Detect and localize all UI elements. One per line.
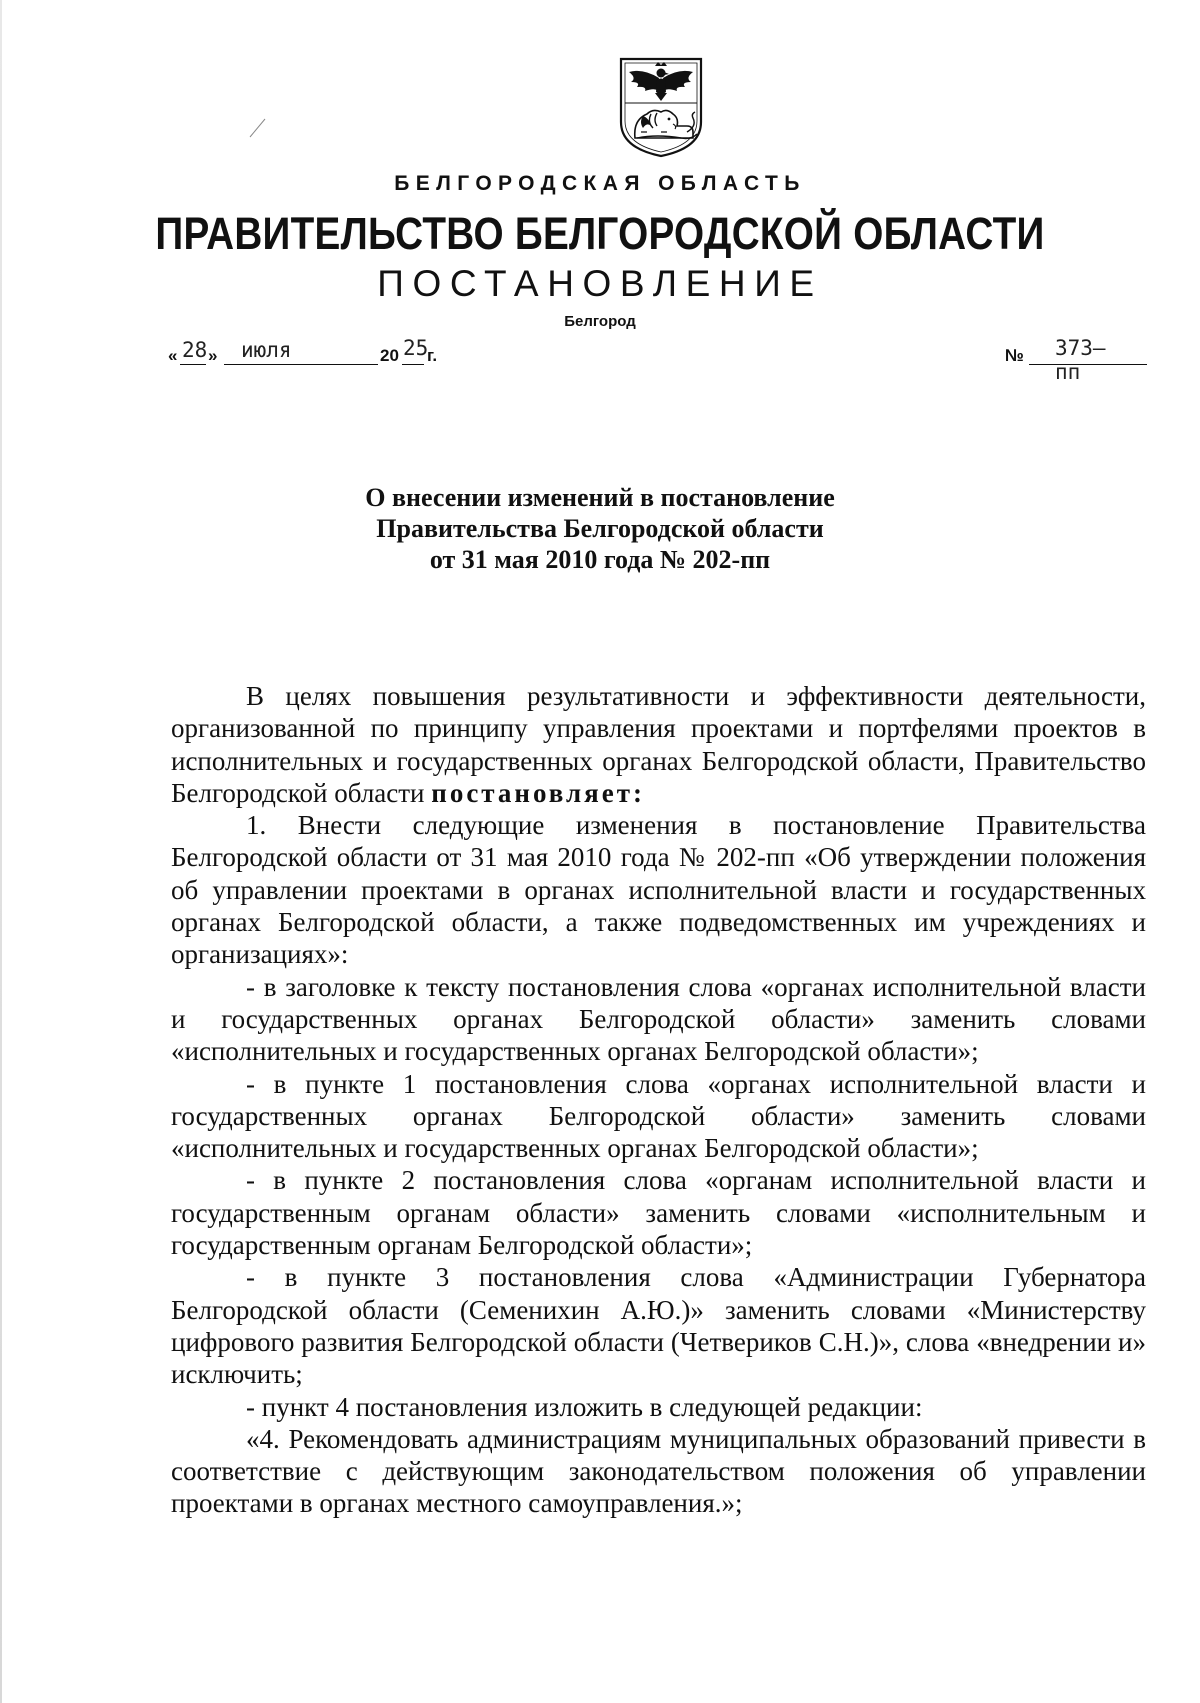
belgorod-coat-of-arms-icon <box>617 56 705 158</box>
paragraph-preamble <box>171 680 1146 809</box>
number-value: 373–пп <box>1055 336 1106 384</box>
date-open-quote: « <box>168 346 178 365</box>
document-title <box>0 482 1200 575</box>
government-name: ПРАВИТЕЛЬСТВО БЕЛГОРОДСКОЙ ОБЛАСТИ <box>155 208 1045 259</box>
city-name: Белгород <box>564 313 636 330</box>
scan-edge <box>0 0 2 1703</box>
paragraph-new-point-4: «4. Рекомендовать администрациям муниципальных образований привести в соответствие с действующим законодательством положения об управлении проектами в органах местного самоуправления.»; <box>171 1423 1146 1519</box>
paragraph-change-title: - в заголовке к тексту постановления слова «органах исполнительной власти и государственных органах Белгородской области» заменить словами «исполнительных и государственных органах Белгородской области»; <box>171 971 1146 1067</box>
document-body <box>171 680 1146 1520</box>
pen-stroke-mark <box>247 117 267 139</box>
title-line-2: Правительства Белгородской области <box>376 514 824 543</box>
paragraph-change-point-4: - пункт 4 постановления изложить в следующей редакции: <box>246 1391 923 1422</box>
document-type: ПОСТАНОВЛЕНИЕ <box>377 263 823 304</box>
date-close-quote: » <box>208 346 218 365</box>
date-year-unit: г. <box>427 346 438 365</box>
number-label: № <box>1005 346 1024 365</box>
paragraph-change-point-2: - в пункте 2 постановления слова «органам исполнительной власти и государственным органам области» заменить словами «исполнительным и государственным органам Белгородской области»; <box>171 1165 1146 1261</box>
title-line-1: О внесении изменений в постановление <box>365 483 835 512</box>
paragraph-change-point-3: - в пункте 3 постановления слова «Администрации Губернатора Белгородской области (Семенихин А.Ю.)» заменить словами «Министерству цифрового развития Белгородской области (Четвериков С.Н.)», слова «внедрении и» исключить; <box>171 1262 1146 1390</box>
date-year-suffix: 25 <box>403 336 429 360</box>
preamble-verb: постановляет: <box>431 777 646 808</box>
region-caption: БЕЛГОРОДСКАЯ ОБЛАСТЬ <box>394 172 806 195</box>
date-year-prefix: 20 <box>380 346 399 365</box>
date-month: июля <box>241 338 292 362</box>
paragraph-item-1: 1. Внести следующие изменения в постановление Правительства Белгородской области от 31 мая 2010 года № 202-пп «Об утверждении положения об управлении проектами в органах исполнительной власти и государственных органах Белгородской области, а также подведомственных им учреждениях и организациях»: <box>171 810 1146 970</box>
title-line-3: от 31 мая 2010 года № 202-пп <box>429 545 771 574</box>
preamble-text: В целях повышения результативности и эффективности деятельности, организованной по принципу управления проектами и портфелями проектов в исполнительных и государственных органах Белгородской области, Правительство Белгородской области <box>171 681 1146 808</box>
paragraph-change-point-1: - в пункте 1 постановления слова «органах исполнительной власти и государственных органах Белгородской области» заменить словами «исполнительных и государственных органах Белгородской области»; <box>171 1068 1146 1164</box>
date-day: 28 <box>182 338 208 362</box>
